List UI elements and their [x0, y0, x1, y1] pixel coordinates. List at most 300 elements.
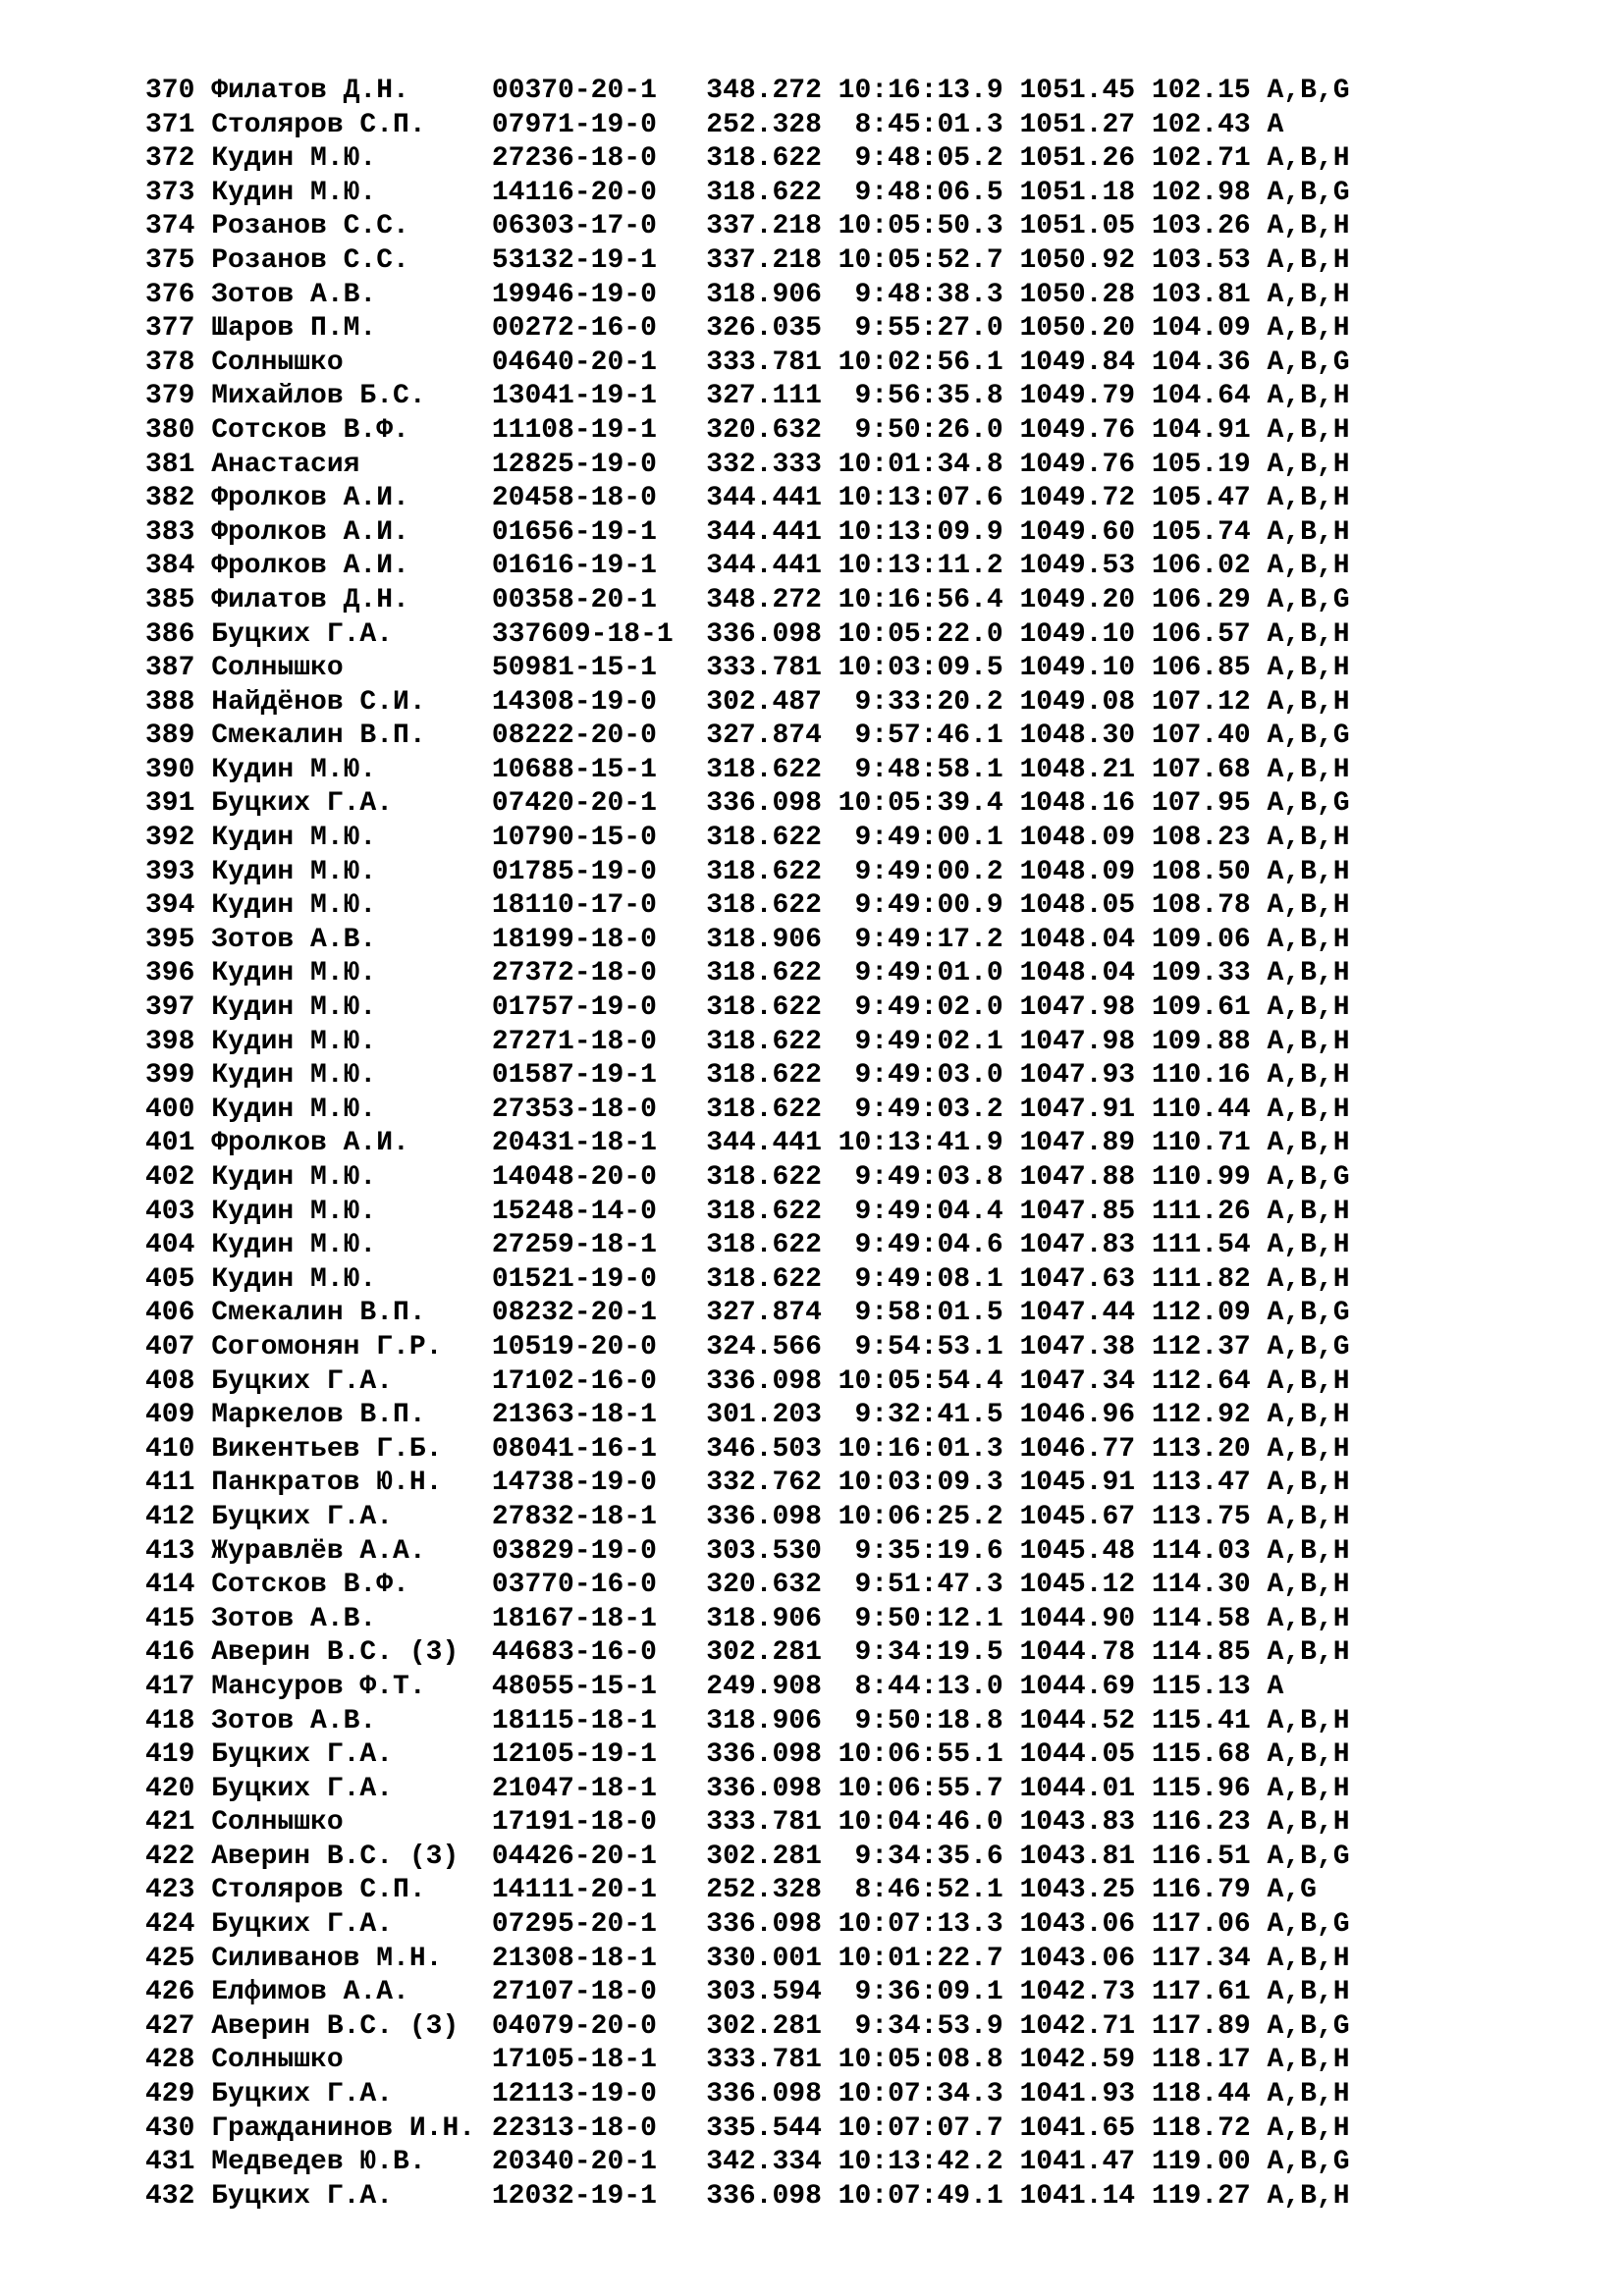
fancier-name: Согомонян Г.Р. [211, 1331, 443, 1362]
category: A,B,H [1267, 924, 1350, 955]
coefficient: 104.91 [1151, 414, 1251, 446]
speed: 1049.76 [1019, 414, 1136, 446]
category: A,B,G [1267, 1909, 1350, 1941]
ring-number: 50981-15-1 [491, 653, 657, 684]
table-row [145, 1263, 1559, 1298]
fancier-name: Кудин М.Ю. [211, 754, 377, 785]
fancier-name: Кудин М.Ю. [211, 1026, 377, 1057]
distance: 252.328 [706, 1875, 822, 1906]
ring-number: 27832-18-1 [491, 1501, 657, 1532]
ring-number: 21308-18-1 [491, 1943, 657, 1974]
row-position: 395 [145, 924, 195, 955]
table-row [145, 380, 1559, 414]
ring-number: 27353-18-0 [491, 1094, 657, 1125]
distance: 318.622 [706, 1162, 822, 1193]
row-position: 416 [145, 1637, 195, 1669]
speed: 1050.92 [1019, 244, 1136, 276]
speed: 1041.47 [1019, 2147, 1136, 2178]
distance: 336.098 [706, 788, 822, 820]
category: A,B,G [1267, 1331, 1350, 1362]
table-row [145, 312, 1559, 347]
arrival-time: 10:06:55.7 [838, 1773, 1003, 1804]
category: A,B,H [1267, 1705, 1350, 1736]
row-position: 379 [145, 381, 195, 412]
category: A,B,H [1267, 2112, 1350, 2144]
speed: 1047.63 [1019, 1263, 1136, 1295]
distance: 252.328 [706, 109, 822, 140]
ring-number: 20340-20-1 [491, 2147, 657, 2178]
category: A,B,H [1267, 1060, 1350, 1092]
distance: 318.906 [706, 924, 822, 955]
ring-number: 18110-17-0 [491, 890, 657, 922]
fancier-name: Буцких Г.А. [211, 1773, 394, 1804]
category: A,B,H [1267, 1196, 1350, 1227]
arrival-time: 9:49:01.0 [854, 958, 1003, 989]
category: A,B,H [1267, 483, 1350, 514]
fancier-name: Сотсков В.Ф. [211, 414, 409, 446]
row-position: 425 [145, 1943, 195, 1974]
speed: 1048.05 [1019, 890, 1136, 922]
row-position: 384 [145, 551, 195, 582]
category: A,B,H [1267, 1468, 1350, 1499]
arrival-time: 9:48:06.5 [854, 177, 1003, 208]
category: A,B,G [1267, 788, 1350, 820]
arrival-time: 10:07:49.1 [838, 2180, 1003, 2212]
distance: 326.035 [706, 313, 822, 345]
speed: 1047.93 [1019, 1060, 1136, 1092]
row-position: 409 [145, 1400, 195, 1431]
arrival-time: 9:49:00.9 [854, 890, 1003, 922]
category: A,G [1267, 1875, 1317, 1906]
row-position: 406 [145, 1298, 195, 1329]
ring-number: 14116-20-0 [491, 177, 657, 208]
distance: 336.098 [706, 618, 822, 650]
speed: 1041.14 [1019, 2180, 1136, 2212]
category: A,B,H [1267, 856, 1350, 887]
arrival-time: 10:05:39.4 [838, 788, 1003, 820]
arrival-time: 9:49:00.1 [854, 823, 1003, 854]
coefficient: 111.82 [1151, 1263, 1251, 1295]
distance: 337.218 [706, 244, 822, 276]
row-position: 411 [145, 1468, 195, 1499]
speed: 1051.18 [1019, 177, 1136, 208]
category: A [1267, 1671, 1284, 1702]
coefficient: 116.51 [1151, 1841, 1251, 1872]
fancier-name: Силиванов М.Н. [211, 1943, 443, 1974]
coefficient: 117.61 [1151, 1977, 1251, 2008]
coefficient: 115.41 [1151, 1705, 1251, 1736]
row-position: 370 [145, 76, 195, 106]
category: A,B,H [1267, 1128, 1350, 1159]
coefficient: 105.19 [1151, 449, 1251, 480]
fancier-name: Кудин М.Ю. [211, 823, 377, 854]
ring-number: 08232-20-1 [491, 1298, 657, 1329]
fancier-name: Кудин М.Ю. [211, 177, 377, 208]
ring-number: 21363-18-1 [491, 1400, 657, 1431]
fancier-name: Зотов А.В. [211, 1603, 377, 1634]
table-row [145, 618, 1559, 653]
coefficient: 106.85 [1151, 653, 1251, 684]
coefficient: 111.26 [1151, 1196, 1251, 1227]
speed: 1047.85 [1019, 1196, 1136, 1227]
ring-number: 10519-20-0 [491, 1331, 657, 1362]
category: A,B,H [1267, 1977, 1350, 2008]
speed: 1051.45 [1019, 76, 1136, 106]
category: A,B,H [1267, 1094, 1350, 1125]
speed: 1042.73 [1019, 1977, 1136, 2008]
speed: 1047.44 [1019, 1298, 1136, 1329]
speed: 1049.10 [1019, 653, 1136, 684]
table-row [145, 924, 1559, 958]
fancier-name: Кудин М.Ю. [211, 1196, 377, 1227]
row-position: 415 [145, 1603, 195, 1634]
ring-number: 07295-20-1 [491, 1909, 657, 1941]
arrival-time: 10:05:54.4 [838, 1365, 1003, 1397]
arrival-time: 9:49:02.0 [854, 992, 1003, 1024]
category: A,B,G [1267, 177, 1350, 208]
distance: 301.203 [706, 1400, 822, 1431]
speed: 1047.34 [1019, 1365, 1136, 1397]
arrival-time: 9:33:20.2 [854, 686, 1003, 718]
category: A,B,H [1267, 1570, 1350, 1601]
speed: 1045.67 [1019, 1501, 1136, 1532]
fancier-name: Кудин М.Ю. [211, 143, 377, 175]
table-row [145, 1569, 1559, 1603]
ring-number: 04079-20-0 [491, 2010, 657, 2042]
distance: 318.622 [706, 1196, 822, 1227]
row-position: 404 [145, 1230, 195, 1261]
distance: 318.906 [706, 279, 822, 310]
distance: 324.566 [706, 1331, 822, 1362]
speed: 1051.05 [1019, 211, 1136, 242]
table-row [145, 856, 1559, 890]
table-row [145, 1161, 1559, 1196]
category: A,B,H [1267, 313, 1350, 345]
ring-number: 12825-19-0 [491, 449, 657, 480]
distance: 336.098 [706, 1739, 822, 1771]
fancier-name: Фролков А.И. [211, 516, 409, 548]
table-row [145, 2146, 1559, 2180]
coefficient: 105.74 [1151, 516, 1251, 548]
speed: 1051.26 [1019, 143, 1136, 175]
coefficient: 110.99 [1151, 1162, 1251, 1193]
row-position: 378 [145, 347, 195, 378]
fancier-name: Панкратов Ю.Н. [211, 1468, 443, 1499]
row-position: 371 [145, 109, 195, 140]
coefficient: 116.23 [1151, 1807, 1251, 1839]
row-position: 412 [145, 1501, 195, 1532]
fancier-name: Зотов А.В. [211, 279, 377, 310]
row-position: 392 [145, 823, 195, 854]
speed: 1049.20 [1019, 584, 1136, 615]
table-row [145, 584, 1559, 618]
coefficient: 104.36 [1151, 347, 1251, 378]
row-position: 414 [145, 1570, 195, 1601]
fancier-name: Аверин В.С. (3) [211, 2010, 460, 2042]
row-position: 389 [145, 721, 195, 752]
ring-number: 20458-18-0 [491, 483, 657, 514]
ring-number: 12113-19-0 [491, 2079, 657, 2110]
speed: 1044.90 [1019, 1603, 1136, 1634]
fancier-name: Буцких Г.А. [211, 1909, 394, 1941]
fancier-name: Розанов С.С. [211, 211, 409, 242]
distance: 302.281 [706, 1841, 822, 1872]
distance: 303.530 [706, 1535, 822, 1567]
ring-number: 03770-16-0 [491, 1570, 657, 1601]
category: A,B,H [1267, 1535, 1350, 1567]
arrival-time: 9:49:08.1 [854, 1263, 1003, 1295]
table-row [145, 1806, 1559, 1841]
arrival-time: 9:48:58.1 [854, 754, 1003, 785]
distance: 318.622 [706, 1026, 822, 1057]
distance: 336.098 [706, 1773, 822, 1804]
category: A,B,H [1267, 653, 1350, 684]
fancier-name: Маркелов В.П. [211, 1400, 426, 1431]
ring-number: 14308-19-0 [491, 686, 657, 718]
table-row [145, 1467, 1559, 1501]
distance: 336.098 [706, 2079, 822, 2110]
table-row [145, 1603, 1559, 1637]
ring-number: 27107-18-0 [491, 1977, 657, 2008]
row-position: 381 [145, 449, 195, 480]
distance: 336.098 [706, 1365, 822, 1397]
distance: 327.874 [706, 721, 822, 752]
speed: 1047.98 [1019, 1026, 1136, 1057]
fancier-name: Шаров П.М. [211, 313, 377, 345]
ring-number: 01616-19-1 [491, 551, 657, 582]
arrival-time: 9:49:03.0 [854, 1060, 1003, 1092]
distance: 346.503 [706, 1433, 822, 1465]
ring-number: 06303-17-0 [491, 211, 657, 242]
coefficient: 107.68 [1151, 754, 1251, 785]
speed: 1045.91 [1019, 1468, 1136, 1499]
speed: 1043.25 [1019, 1875, 1136, 1906]
ring-number: 01757-19-0 [491, 992, 657, 1024]
speed: 1042.71 [1019, 2010, 1136, 2042]
coefficient: 110.16 [1151, 1060, 1251, 1092]
row-position: 432 [145, 2180, 195, 2212]
distance: 327.874 [706, 1298, 822, 1329]
arrival-time: 9:54:53.1 [854, 1331, 1003, 1362]
fancier-name: Столяров С.П. [211, 1875, 426, 1906]
speed: 1048.09 [1019, 856, 1136, 887]
arrival-time: 9:48:38.3 [854, 279, 1003, 310]
coefficient: 108.50 [1151, 856, 1251, 887]
table-row [145, 1535, 1559, 1570]
fancier-name: Солнышко [211, 347, 344, 378]
row-position: 374 [145, 211, 195, 242]
ring-number: 10790-15-0 [491, 823, 657, 854]
distance: 318.622 [706, 177, 822, 208]
coefficient: 103.53 [1151, 244, 1251, 276]
coefficient: 114.85 [1151, 1637, 1251, 1669]
row-position: 390 [145, 754, 195, 785]
distance: 302.487 [706, 686, 822, 718]
fancier-name: Кудин М.Ю. [211, 890, 377, 922]
table-row [145, 482, 1559, 516]
coefficient: 111.54 [1151, 1230, 1251, 1261]
coefficient: 102.15 [1151, 76, 1251, 106]
speed: 1043.83 [1019, 1807, 1136, 1839]
category: A,B,H [1267, 381, 1350, 412]
ring-number: 337609-18-1 [491, 618, 674, 650]
coefficient: 114.58 [1151, 1603, 1251, 1634]
ring-number: 10688-15-1 [491, 754, 657, 785]
speed: 1045.12 [1019, 1570, 1136, 1601]
table-row [145, 1433, 1559, 1468]
fancier-name: Кудин М.Ю. [211, 1060, 377, 1092]
arrival-time: 9:57:46.1 [854, 721, 1003, 752]
ring-number: 04426-20-1 [491, 1841, 657, 1872]
arrival-time: 10:01:34.8 [838, 449, 1003, 480]
category: A,B,H [1267, 2045, 1350, 2076]
table-row [145, 1908, 1559, 1943]
speed: 1047.89 [1019, 1128, 1136, 1159]
coefficient: 103.81 [1151, 279, 1251, 310]
category: A,B,H [1267, 244, 1350, 276]
table-row [145, 244, 1559, 279]
ring-number: 18199-18-0 [491, 924, 657, 955]
ring-number: 20431-18-1 [491, 1128, 657, 1159]
table-row [145, 720, 1559, 754]
distance: 333.781 [706, 347, 822, 378]
ring-number: 08222-20-0 [491, 721, 657, 752]
arrival-time: 9:35:19.6 [854, 1535, 1003, 1567]
fancier-name: Елфимов А.А. [211, 1977, 409, 2008]
speed: 1049.84 [1019, 347, 1136, 378]
category: A,B,H [1267, 1230, 1350, 1261]
speed: 1043.06 [1019, 1909, 1136, 1941]
row-position: 382 [145, 483, 195, 514]
category: A,B,H [1267, 143, 1350, 175]
coefficient: 114.03 [1151, 1535, 1251, 1567]
category: A,B,H [1267, 551, 1350, 582]
category: A,B,G [1267, 76, 1350, 106]
distance: 318.622 [706, 1060, 822, 1092]
fancier-name: Розанов С.С. [211, 244, 409, 276]
speed: 1047.91 [1019, 1094, 1136, 1125]
speed: 1046.96 [1019, 1400, 1136, 1431]
arrival-time: 8:44:13.0 [854, 1671, 1003, 1702]
distance: 335.544 [706, 2112, 822, 2144]
table-row [145, 1026, 1559, 1060]
table-row [145, 1501, 1559, 1535]
speed: 1044.78 [1019, 1637, 1136, 1669]
coefficient: 109.61 [1151, 992, 1251, 1024]
results-table [145, 75, 1559, 2214]
distance: 327.111 [706, 381, 822, 412]
row-position: 383 [145, 516, 195, 548]
distance: 318.906 [706, 1705, 822, 1736]
table-row [145, 109, 1559, 143]
distance: 344.441 [706, 1128, 822, 1159]
row-position: 403 [145, 1196, 195, 1227]
fancier-name: Медведев Ю.В. [211, 2147, 426, 2178]
category: A,B,H [1267, 1501, 1350, 1532]
table-row [145, 889, 1559, 924]
row-position: 420 [145, 1773, 195, 1804]
arrival-time: 10:13:07.6 [838, 483, 1003, 514]
coefficient: 112.64 [1151, 1365, 1251, 1397]
coefficient: 113.47 [1151, 1468, 1251, 1499]
speed: 1044.05 [1019, 1739, 1136, 1771]
distance: 302.281 [706, 2010, 822, 2042]
table-row [145, 1976, 1559, 2010]
distance: 332.333 [706, 449, 822, 480]
speed: 1047.83 [1019, 1230, 1136, 1261]
coefficient: 118.17 [1151, 2045, 1251, 2076]
arrival-time: 9:34:53.9 [854, 2010, 1003, 2042]
ring-number: 48055-15-1 [491, 1671, 657, 1702]
row-position: 397 [145, 992, 195, 1024]
arrival-time: 10:16:13.9 [838, 76, 1003, 106]
fancier-name: Смекалин В.П. [211, 1298, 426, 1329]
arrival-time: 9:56:35.8 [854, 381, 1003, 412]
table-row [145, 2180, 1559, 2215]
table-row [145, 1365, 1559, 1400]
row-position: 377 [145, 313, 195, 345]
coefficient: 108.23 [1151, 823, 1251, 854]
row-position: 426 [145, 1977, 195, 2008]
ring-number: 03829-19-0 [491, 1535, 657, 1567]
speed: 1049.60 [1019, 516, 1136, 548]
coefficient: 104.09 [1151, 313, 1251, 345]
distance: 320.632 [706, 414, 822, 446]
fancier-name: Солнышко [211, 1807, 344, 1839]
category: A,B,H [1267, 1433, 1350, 1465]
row-position: 410 [145, 1433, 195, 1465]
coefficient: 102.71 [1151, 143, 1251, 175]
row-position: 430 [145, 2112, 195, 2144]
coefficient: 103.26 [1151, 211, 1251, 242]
category: A,B,G [1267, 584, 1350, 615]
ring-number: 08041-16-1 [491, 1433, 657, 1465]
row-position: 429 [145, 2079, 195, 2110]
fancier-name: Солнышко [211, 2045, 344, 2076]
category: A,B,G [1267, 1162, 1350, 1193]
table-row [145, 516, 1559, 551]
arrival-time: 9:49:03.8 [854, 1162, 1003, 1193]
distance: 318.906 [706, 1603, 822, 1634]
category: A,B,H [1267, 211, 1350, 242]
row-position: 373 [145, 177, 195, 208]
arrival-time: 9:49:02.1 [854, 1026, 1003, 1057]
category: A,B,H [1267, 1943, 1350, 1974]
fancier-name: Зотов А.В. [211, 1705, 377, 1736]
table-row [145, 1229, 1559, 1263]
distance: 333.781 [706, 2045, 822, 2076]
arrival-time: 9:49:17.2 [854, 924, 1003, 955]
fancier-name: Кудин М.Ю. [211, 958, 377, 989]
coefficient: 109.33 [1151, 958, 1251, 989]
table-row [145, 2078, 1559, 2112]
distance: 336.098 [706, 1501, 822, 1532]
distance: 318.622 [706, 1094, 822, 1125]
category: A,B,H [1267, 686, 1350, 718]
coefficient: 112.09 [1151, 1298, 1251, 1329]
distance: 303.594 [706, 1977, 822, 2008]
category: A,B,H [1267, 1026, 1350, 1057]
speed: 1041.65 [1019, 2112, 1136, 2144]
category: A,B,G [1267, 1841, 1350, 1872]
category: A,B,H [1267, 2180, 1350, 2212]
coefficient: 119.00 [1151, 2147, 1251, 2178]
speed: 1048.21 [1019, 754, 1136, 785]
row-position: 399 [145, 1060, 195, 1092]
category: A,B,G [1267, 2010, 1350, 2042]
coefficient: 106.02 [1151, 551, 1251, 582]
coefficient: 110.71 [1151, 1128, 1251, 1159]
